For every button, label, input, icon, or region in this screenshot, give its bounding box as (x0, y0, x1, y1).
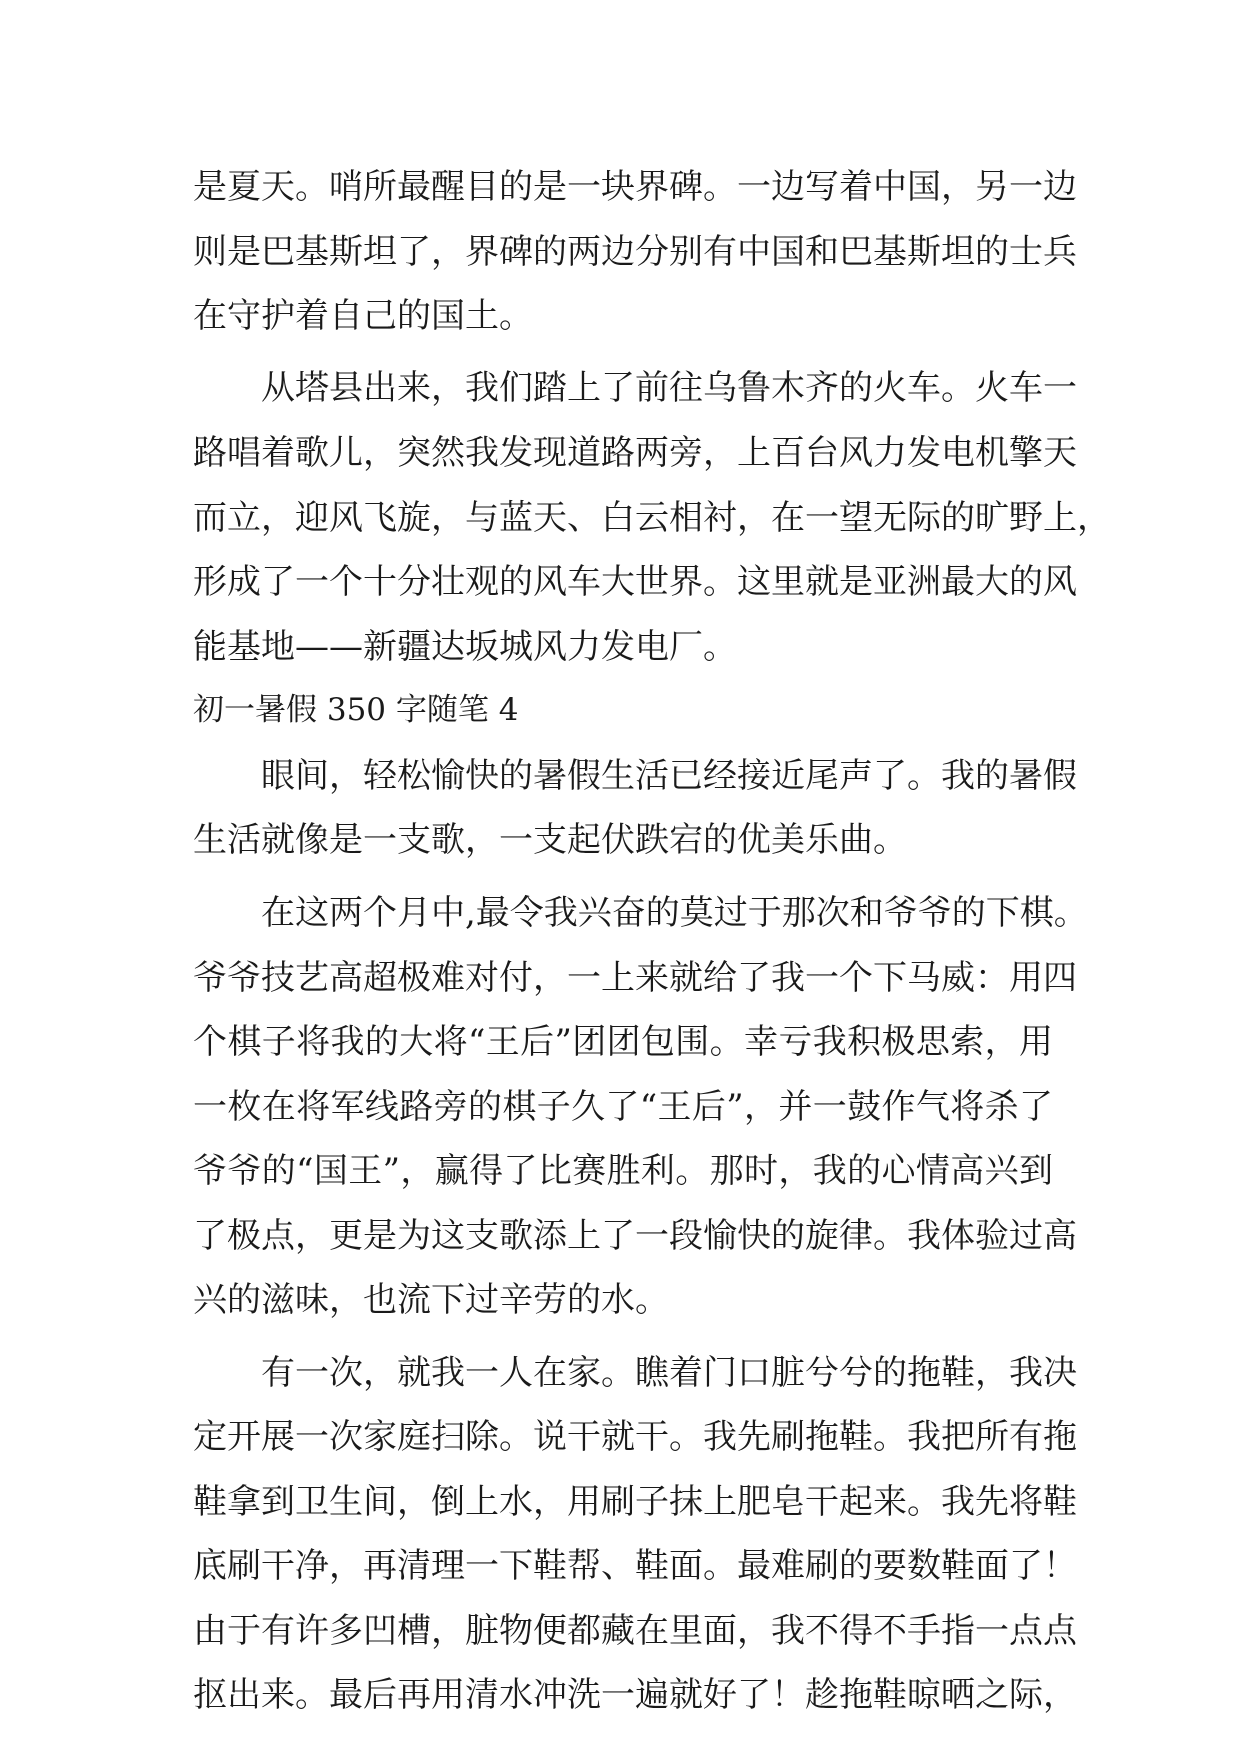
paragraph-first-line: 有一次，就我一人在家。瞧着门口脏兮兮的拖鞋，我决 (261, 1353, 1077, 1393)
text-line: 生活就像是一支歌，一支起伏跌宕的优美乐曲。 (193, 820, 907, 860)
text-line: 而立，迎风飞旋，与蓝天、白云相衬，在一望无际的旷野上， (193, 498, 1111, 538)
paragraph-first-line: 在这两个月中,最令我兴奋的莫过于那次和爷爷的下棋。 (261, 893, 1088, 933)
text-line: 底刷干净，再清理一下鞋帮、鞋面。最难刷的要数鞋面了！ (193, 1546, 1077, 1586)
text-line: 个棋子将我的大将“王后”团团包围。幸亏我积极思索，用 (193, 1022, 1053, 1062)
text-line: 了极点，更是为这支歌添上了一段愉快的旋律。我体验过高 (193, 1216, 1077, 1256)
paragraph-first-line: 从塔县出来，我们踏上了前往乌鲁木齐的火车。火车一 (261, 368, 1077, 408)
text-line: 兴的滋味，也流下过辛劳的水。 (193, 1280, 669, 1320)
text-line: 定开展一次家庭扫除。说干就干。我先刷拖鞋。我把所有拖 (193, 1417, 1077, 1457)
text-line: 鞋拿到卫生间，倒上水，用刷子抹上肥皂干起来。我先将鞋 (193, 1482, 1077, 1522)
text-line: 爷爷的“国王”，赢得了比赛胜利。那时，我的心情高兴到 (193, 1151, 1053, 1191)
text-line: 爷爷技艺高超极难对付，一上来就给了我一个下马威：用四 (193, 958, 1077, 998)
text-line: 抠出来。最后再用清水冲洗一遍就好了！趁拖鞋晾晒之际， (193, 1675, 1077, 1715)
text-line: 由于有许多凹槽，脏物便都藏在里面，我不得不手指一点点 (193, 1611, 1077, 1651)
text-line: 路唱着歌儿，突然我发现道路两旁，上百台风力发电机擎天 (193, 433, 1077, 473)
text-line: 形成了一个十分壮观的风车大世界。这里就是亚洲最大的风 (193, 562, 1077, 602)
text-line: 一枚在将军线路旁的棋子久了“王后”，并一鼓作气将杀了 (193, 1087, 1053, 1127)
paragraph-first-line: 眼间，轻松愉快的暑假生活已经接近尾声了。我的暑假 (261, 756, 1077, 796)
text-line: 能基地——新疆达坂城风力发电厂。 (193, 627, 737, 667)
text-line: 在守护着自己的国土。 (193, 296, 533, 336)
section-heading: 初一暑假 350 字随笔 4 (193, 692, 519, 728)
text-line: 是夏天。哨所最醒目的是一块界碑。一边写着中国，另一边 (193, 167, 1077, 207)
text-line: 则是巴基斯坦了，界碑的两边分别有中国和巴基斯坦的士兵 (193, 232, 1077, 272)
